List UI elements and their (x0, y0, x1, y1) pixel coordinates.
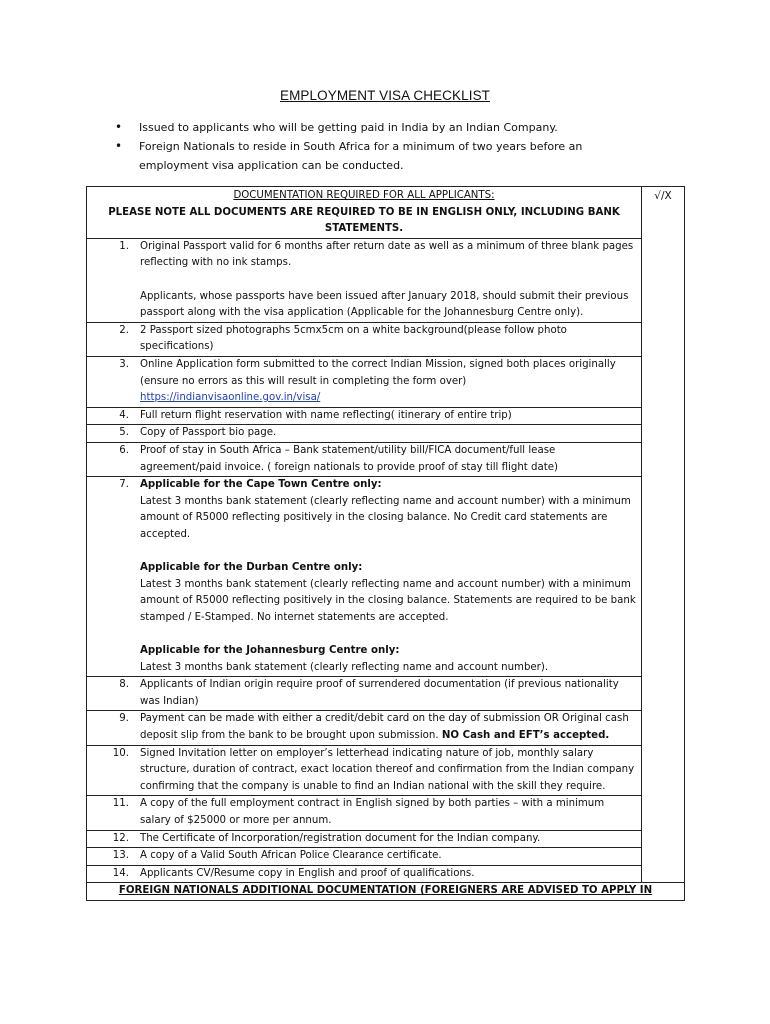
item-number: 8. (119, 679, 129, 691)
payment-warning: NO Cash and EFT’s accepted. (441, 730, 610, 741)
item-number: 6. (119, 444, 129, 456)
item-text: The Certificate of Incorporation/registration document for the Indian company. (140, 832, 541, 844)
table-header-row (87, 187, 685, 239)
table-row (87, 322, 685, 356)
table-row (87, 442, 685, 476)
intro-bullet: • Issued to applicants who will be getting paid in India by an Indian Company. (112, 118, 632, 137)
table-row (87, 356, 685, 407)
item-text: Payment can be made with either a credit/debit card on the day of submission OR Original cash deposit slip from the bank to be brought upon submission. (140, 713, 629, 741)
item-text: Original Passport valid for 6 months after return date as well as a minimum of three blank pages reflecting with no ink stamps. (140, 240, 634, 269)
item-number: 13. (112, 850, 129, 862)
item-text: A copy of the full employment contract in English signed by both parties – with a minimum salary of $25000 or more per annum. (140, 798, 605, 826)
item-number: 9. (119, 713, 129, 725)
item-number: 11. (112, 798, 129, 810)
table-row (87, 848, 685, 866)
item-number: 14. (112, 867, 129, 879)
item-number: 7. (119, 479, 129, 491)
item-text: Applicants, whose passports have been issued after January 2018, should submit their previous passport along with the visa application (Applicable for the Johannesburg Centre only). (140, 290, 629, 319)
table-row (87, 830, 685, 848)
tick-cross-header: √/X (654, 190, 672, 202)
table-header-cell (87, 187, 642, 239)
item-text: Proof of stay in South Africa – Bank statement/utility bill/FICA document/full lease agreement/paid invoice. ( foreign nationals to provide proof of stay till flight date) (140, 444, 558, 473)
item-number: 3. (119, 358, 129, 370)
cape-town-heading: Applicable for the Cape Town Centre only: (140, 479, 382, 491)
table-row (87, 238, 685, 322)
item-number: 1. (119, 240, 129, 252)
item-text: Applicants of Indian origin require proof of surrendered documentation (if previous nationality was Indian) (140, 679, 619, 707)
item-number: 5. (119, 427, 129, 439)
intro-bullet: • Foreign Nationals to reside in South Africa for a minimum of two years before an employment visa application can be conducted. (112, 137, 632, 175)
johannesburg-heading: Applicable for the Johannesburg Centre only: (140, 645, 400, 657)
intro-bullet-list (112, 118, 632, 175)
table-row (87, 865, 685, 883)
table-row (87, 407, 685, 425)
table-row (87, 796, 685, 830)
table-row (87, 745, 685, 796)
table-footer-row (87, 883, 685, 901)
item-text: Latest 3 months bank statement (clearly reflecting name and account number). (140, 661, 549, 673)
item-number: 4. (119, 409, 129, 421)
documentation-checklist-table (86, 186, 685, 901)
table-row (87, 477, 685, 677)
table-row (87, 677, 685, 711)
item-text: Signed Invitation letter on employer’s letterhead indicating nature of job, monthly salary structure, duration of contract, exact location thereof and confirmation from the Indian company confirming that the company is unable to find an Indian national with the skill they require. (140, 747, 635, 792)
item-text: A copy of a Valid South African Police Clearance certificate. (140, 850, 442, 862)
item-text: Online Application form submitted to the correct Indian Mission, signed both places originally (ensure no errors as this will result in completing the form over) (140, 358, 616, 387)
item-text: Copy of Passport bio page. (140, 427, 277, 439)
item-number: 2. (119, 324, 129, 336)
item-number: 10. (112, 747, 129, 759)
foreign-nationals-heading: FOREIGN NATIONALS ADDITIONAL DOCUMENTATION (FOREIGNERS ARE ADVISED TO APPLY IN (87, 883, 685, 901)
item-text: Latest 3 months bank statement (clearly reflecting name and account number) with a minimum amount of R5000 reflecting positively in the closing balance. Statements are required to be bank stamped / E-Stamped. No internet statements are accepted. (140, 578, 636, 623)
durban-heading: Applicable for the Durban Centre only: (140, 562, 363, 574)
header-all-applicants: DOCUMENTATION REQUIRED FOR ALL APPLICANTS: (233, 190, 495, 201)
item-text: Full return flight reservation with name reflecting( itinerary of entire trip) (140, 409, 512, 421)
item-number: 12. (112, 832, 129, 844)
table-row (87, 425, 685, 443)
indian-visa-online-link[interactable]: https://indianvisaonline.gov.in/visa/ (140, 392, 321, 404)
table-row (87, 711, 685, 745)
header-english-note: PLEASE NOTE ALL DOCUMENTS ARE REQUIRED TO BE IN ENGLISH ONLY, INCLUDING BANK STATEMENTS. (108, 206, 620, 235)
page-title: EMPLOYMENT VISA CHECKLIST (279, 88, 491, 103)
tick-cross-column (642, 187, 685, 883)
item-text: Latest 3 months bank statement (clearly reflecting name and account number) with a minimum amount of R5000 reflecting positively in the closing balance. No Credit card statements are accepted. (140, 495, 631, 540)
item-text: 2 Passport sized photographs 5cmx5cm on a white background(please follow photo specifications) (140, 324, 567, 353)
item-text: Applicants CV/Resume copy in English and proof of qualifications. (140, 867, 475, 879)
